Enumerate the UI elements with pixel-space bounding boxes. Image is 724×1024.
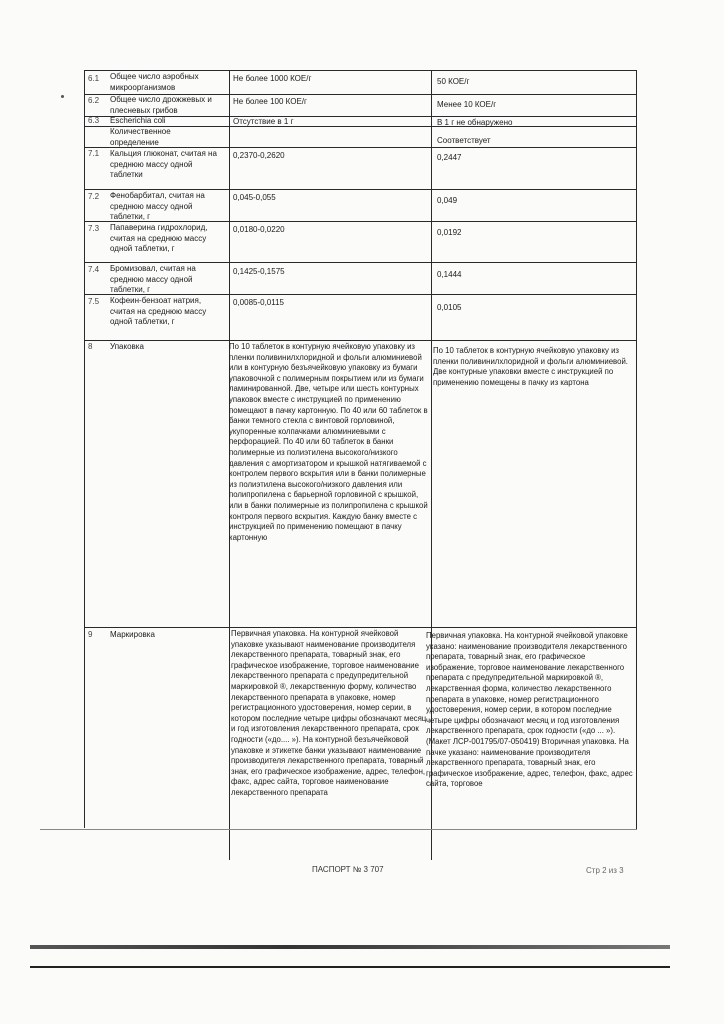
row-norm: 0,045-0,055 xyxy=(233,193,276,202)
row-number: 6.1 xyxy=(88,74,100,83)
page-number: Стр 2 из 3 xyxy=(586,866,624,875)
passport-number: ПАСПОРТ № 3 707 xyxy=(312,865,384,874)
row-line xyxy=(84,221,636,222)
row-result: 0,2447 xyxy=(437,153,462,162)
row-number: 8 xyxy=(88,342,93,351)
row-result: Первичная упаковка. На контурной ячейковой упаковке указано: наименование производителя лекарственного препарата, товарный знак, его графическое изображение, торговое наименование лекарственного препарата с предупредительной маркировкой ®, лекарственная форма, количество лекарственного препарата в упаковке, номер регистрационного удостоверения, номер серии, в котором последние четыре цифры обозначают месяц и год изготовления лекарственного препарата, срок годности («до ... »). (Макет ЛСР-001795/07-050419) Вторичная упаковка. На пачке указано: наименование производителя лекарственного препарата, товарный знак, его графическое изображение, адрес, телефон, факс, адрес сайта, торговое xyxy=(426,631,633,789)
row-name: Маркировка xyxy=(110,630,155,639)
row-name: Escherichia coli xyxy=(110,116,166,125)
row-result: 0,0192 xyxy=(437,228,462,237)
row-number: 7.3 xyxy=(88,224,100,233)
table-right-border xyxy=(636,70,637,830)
row-name: Общее число дрожжевых и плесневых грибов xyxy=(110,95,212,115)
row-norm: Первичная упаковка. На контурной ячейковой упаковке указывают наименование производителя лекарственного препарата, товарный знак, его графическое изображение, торговое наименование лекарственного препарата с предупредительной маркировкой ®, лекарственную форму, количество лекарственного препарата в упаковке, номер регистрационного удостоверения, номер серии, в котором последние четыре цифры обозначают месяц и год изготовления лекарственного препарата, срок годности («до.... »). На контурной безъячейковой упаковке и этикетке банки указывают наименование производителя лекарственного препарата, товарный знак, его графическое изображение, адрес, телефон, факс, адрес сайта, торговое наименование лекарственного препарата xyxy=(231,629,427,797)
row-norm: 0,0085-0,0115 xyxy=(233,298,285,307)
row-line xyxy=(84,262,636,263)
row-name: Упаковка xyxy=(110,342,144,351)
row-number: 6.2 xyxy=(88,96,100,105)
row-norm: 0,1425-0,1575 xyxy=(233,267,285,276)
row-result: По 10 таблеток в контурную ячейковую упаковку из пленки поливинилхлоридной и фольги алюминиевой. Две контурные упаковки вместе с инструкцией по применению помещены в пачку из картона xyxy=(433,346,628,387)
row-number: 6.3 xyxy=(88,116,100,125)
row-norm: По 10 таблеток в контурную ячейковую упаковку из пленки поливинилхлоридной и фольги алюминиевой или в контурную безъячейковую упаковку из бумаги упаковочной с полимерным покрытием или из бумаги ламинированной. Две, четыре или шесть контурных упаковок вместе с инструкцией по применению помещают в пачку картонную. По 40 или 60 таблеток в банки темного стекла с винтовой горловиной, укупоренные колпачками алюминиевыми с перфорацией. По 40 или 60 таблеток в банки полимерные из полиэтилена высокого/низкого давления с амортизатором и крышкой натягиваемой с контролем первого вскрытия или в банки полимерные из полиэтилена высокого/низкого давления или полипропилена с барьерной горловиной с крышкой, или в банки полимерные из полипропилена с крышкой контроля первого вскрытия. Каждую банку вместе с инструкцией по применению помещают в пачку картонную xyxy=(229,342,428,542)
footer-line xyxy=(40,829,637,830)
row-result: 50 КОЕ/г xyxy=(437,77,470,86)
row-number: 7.1 xyxy=(88,149,100,158)
row-number: 7.4 xyxy=(88,265,100,274)
row-name: Количественное определение xyxy=(110,127,171,147)
row-name: Папаверина гидрохлорид, считая на среднюю массу одной таблетки, г xyxy=(110,223,208,254)
row-name: Кальция глюконат, считая на среднюю массу одной таблетки xyxy=(110,149,217,180)
row-result: 0,1444 xyxy=(437,270,462,279)
row-number: 7.5 xyxy=(88,297,100,306)
row-norm: Не более 100 КОЕ/г xyxy=(233,97,307,106)
row-name: Фенобарбитал, считая на среднюю массу одной таблетки, г xyxy=(110,191,205,221)
scan-line xyxy=(30,966,670,968)
row-line xyxy=(84,189,636,190)
table-left-border xyxy=(84,70,85,828)
row-norm: Отсутствие в 1 г xyxy=(233,117,294,126)
row-norm: Не более 1000 КОЕ/г xyxy=(233,74,312,83)
row-name: Бромизовал, считая на среднюю массу одной таблетки, г xyxy=(110,264,196,294)
scan-bar xyxy=(30,945,670,949)
row-result: В 1 г не обнаружено xyxy=(437,118,513,127)
scan-dot xyxy=(61,95,64,98)
row-line xyxy=(84,147,636,148)
row-name: Кофеин-бензоат натрия, считая на среднюю массу одной таблетки, г xyxy=(110,296,207,327)
row-number: 7.2 xyxy=(88,192,100,201)
row-number: 9 xyxy=(88,630,93,639)
row-line xyxy=(84,70,636,71)
row-line xyxy=(84,340,636,341)
row-result: Соответствует xyxy=(437,136,491,145)
row-norm: 0,2370-0,2620 xyxy=(233,151,285,160)
row-name: Общее число аэробных микроорганизмов xyxy=(110,72,199,92)
row-norm: 0,0180-0,0220 xyxy=(233,225,285,234)
row-result: Менее 10 КОЕ/г xyxy=(437,100,497,109)
row-line xyxy=(84,294,636,295)
row-result: 0,049 xyxy=(437,196,458,205)
row-line xyxy=(84,627,636,628)
row-result: 0,0105 xyxy=(437,303,462,312)
